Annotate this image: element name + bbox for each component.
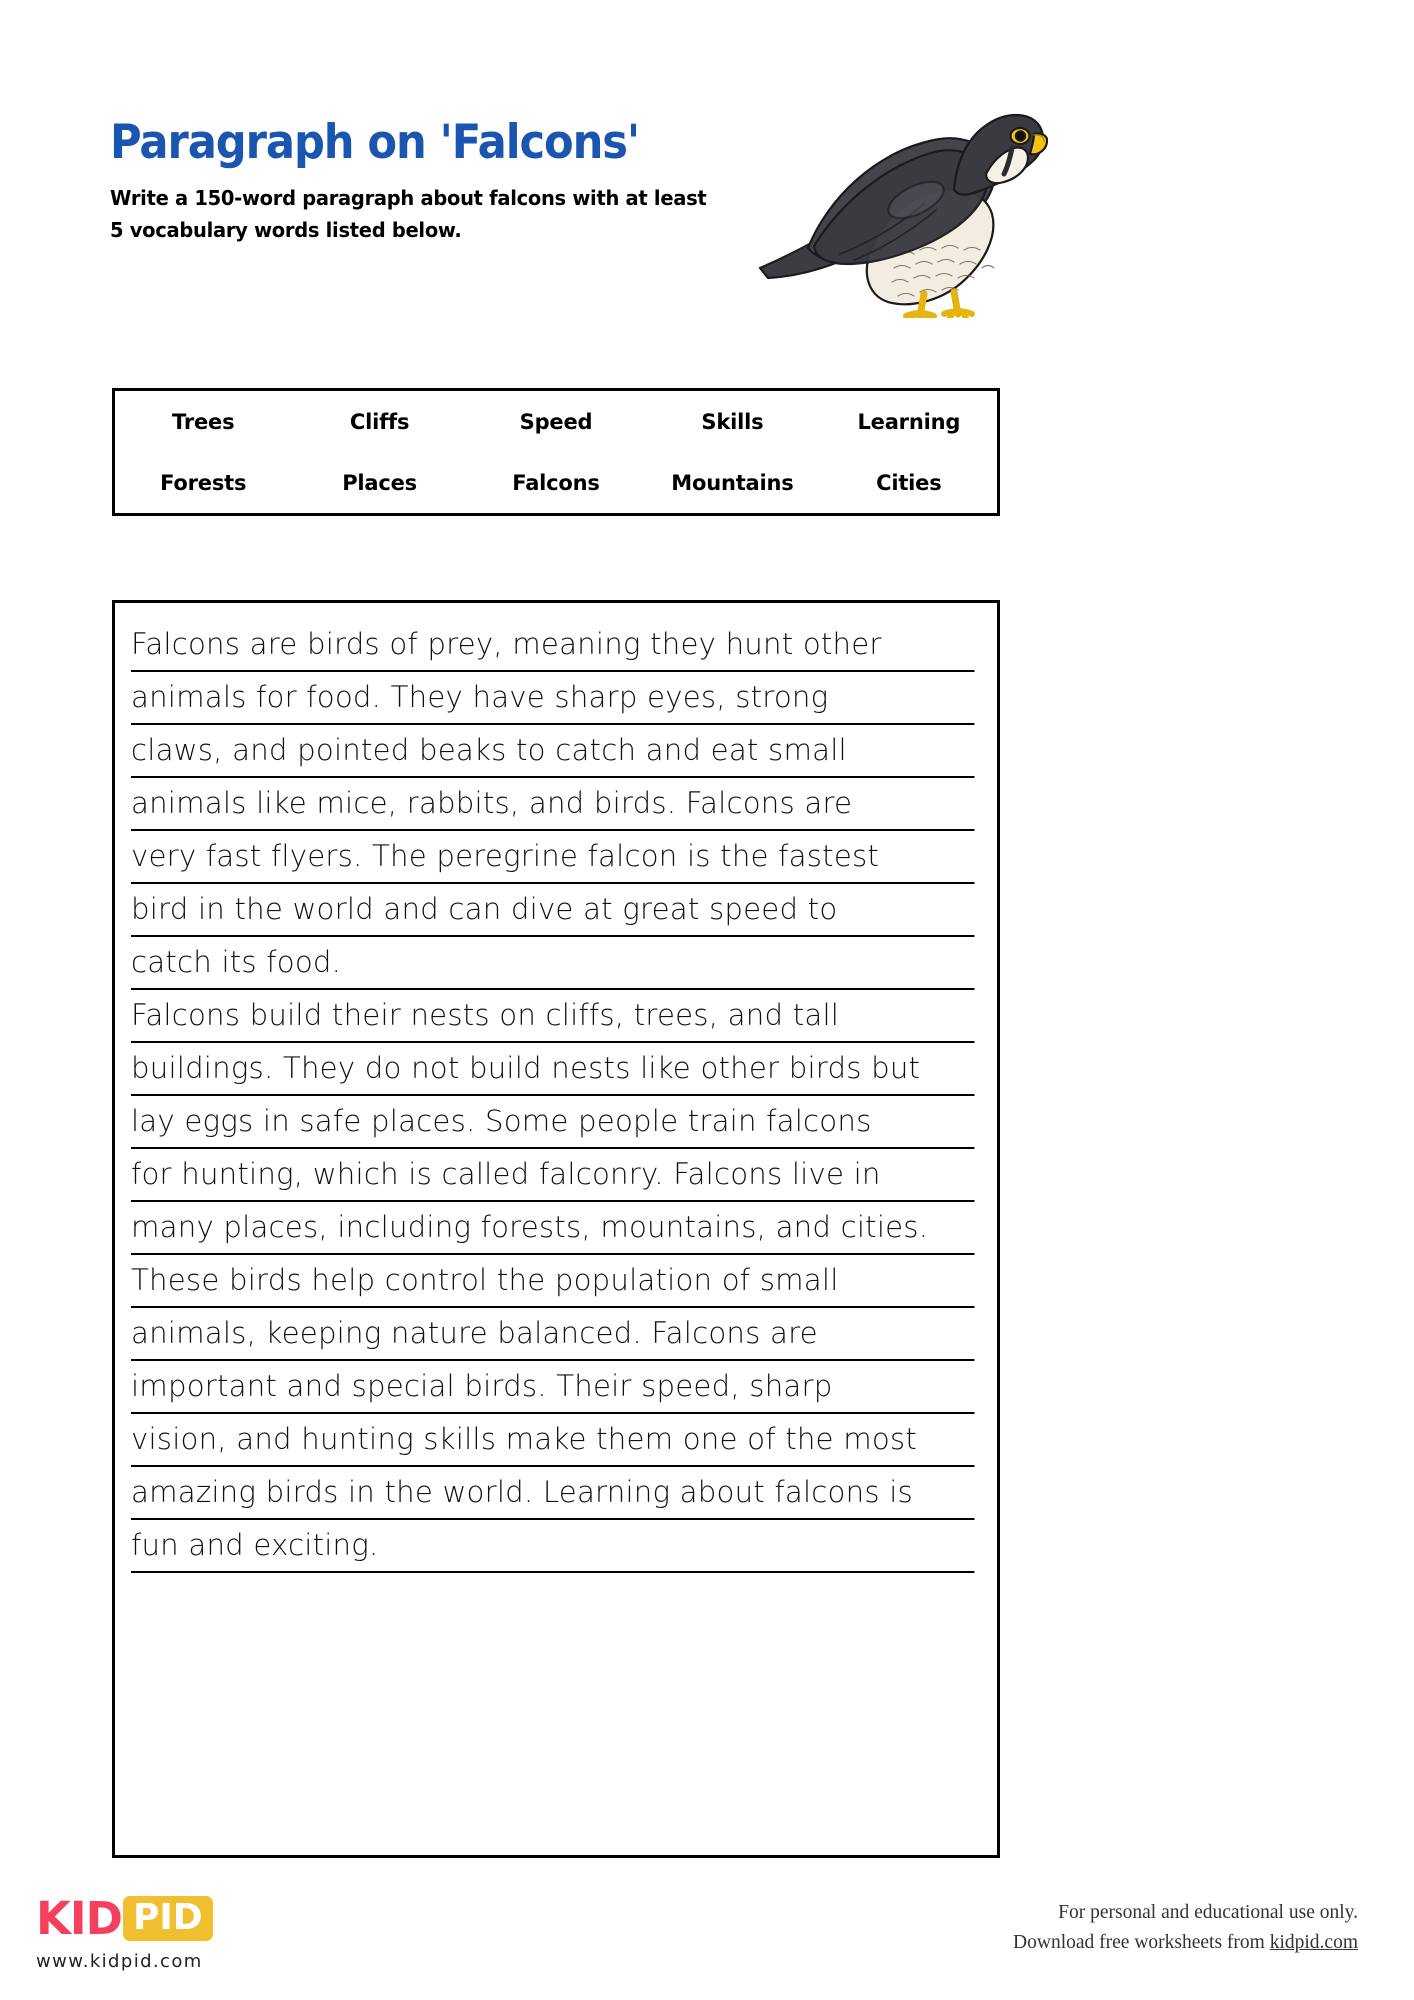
answer-line: claws, and pointed beaks to catch and eat small (131, 725, 974, 778)
falcon-eye (1016, 131, 1025, 140)
logo-url-text: www.kidpid.com (36, 1951, 203, 1972)
vocab-word: Cities (876, 470, 942, 495)
vocab-word: Mountains (671, 470, 794, 495)
answer-line: very fast flyers. The peregrine falcon is the fastest (131, 831, 974, 884)
footer-notice (1013, 1898, 1358, 1958)
logo-pid-text: PID (123, 1896, 213, 1941)
instruction-text (110, 183, 1250, 247)
answer-line: for hunting, which is called falconry. Falcons live in (131, 1149, 974, 1202)
kidpid-link[interactable]: kidpid.com (1269, 1932, 1358, 1954)
answer-line: important and special birds. Their speed, sharp (131, 1361, 974, 1414)
answer-line: animals for food. They have sharp eyes, strong (131, 672, 974, 725)
footer-notice-prefix: Download free worksheets from (1013, 1932, 1270, 1954)
instruction-line-1: Write a 150-word paragraph about falcons with at least (110, 186, 707, 211)
kidpid-logo[interactable] (36, 1892, 356, 1972)
answer-line: catch its food. (131, 937, 974, 990)
logo-kid-text: KID (36, 1891, 122, 1945)
answer-line: lay eggs in safe places. Some people train falcons (131, 1096, 974, 1149)
vocab-word: Places (342, 470, 417, 495)
answer-line: Falcons build their nests on cliffs, trees, and tall (131, 990, 974, 1043)
answer-paragraph (131, 619, 974, 1573)
worksheet-header (110, 115, 1310, 247)
vocabulary-row-2 (115, 452, 997, 513)
answer-line: bird in the world and can dive at great speed to (131, 884, 974, 937)
answer-line: These birds help control the population of small (131, 1255, 974, 1308)
answer-line: Falcons are birds of prey, meaning they hunt other (131, 619, 974, 672)
footer-notice-line-1: For personal and educational use only. (1058, 1902, 1358, 1923)
vocab-word: Cliffs (349, 409, 410, 434)
answer-line: buildings. They do not build nests like other birds but (131, 1043, 974, 1096)
answer-line: animals like mice, rabbits, and birds. Falcons are (131, 778, 974, 831)
vocab-word: Forests (160, 470, 247, 495)
page-title: Paragraph on 'Falcons' (110, 115, 640, 170)
instruction-line-2: 5 vocabulary words listed below. (110, 218, 462, 243)
vocab-word: Falcons (512, 470, 600, 495)
vocab-word: Trees (172, 409, 235, 434)
logo-wordmark (36, 1892, 356, 1944)
answer-line: fun and exciting. (131, 1520, 974, 1573)
vocabulary-box (112, 388, 1000, 516)
falcon-illustration (748, 78, 1048, 318)
answer-line: amazing birds in the world. Learning about falcons is (131, 1467, 974, 1520)
answer-line: animals, keeping nature balanced. Falcons are (131, 1308, 974, 1361)
vocab-word: Speed (519, 409, 593, 434)
footer-notice-line-2 (1013, 1928, 1358, 1958)
vocab-word: Skills (701, 409, 764, 434)
answer-line: many places, including forests, mountains, and cities. (131, 1202, 974, 1255)
answer-line: vision, and hunting skills make them one of the most (131, 1414, 974, 1467)
vocabulary-row-1 (115, 391, 997, 452)
answer-box[interactable] (112, 600, 1000, 1858)
vocab-word: Learning (857, 409, 961, 434)
